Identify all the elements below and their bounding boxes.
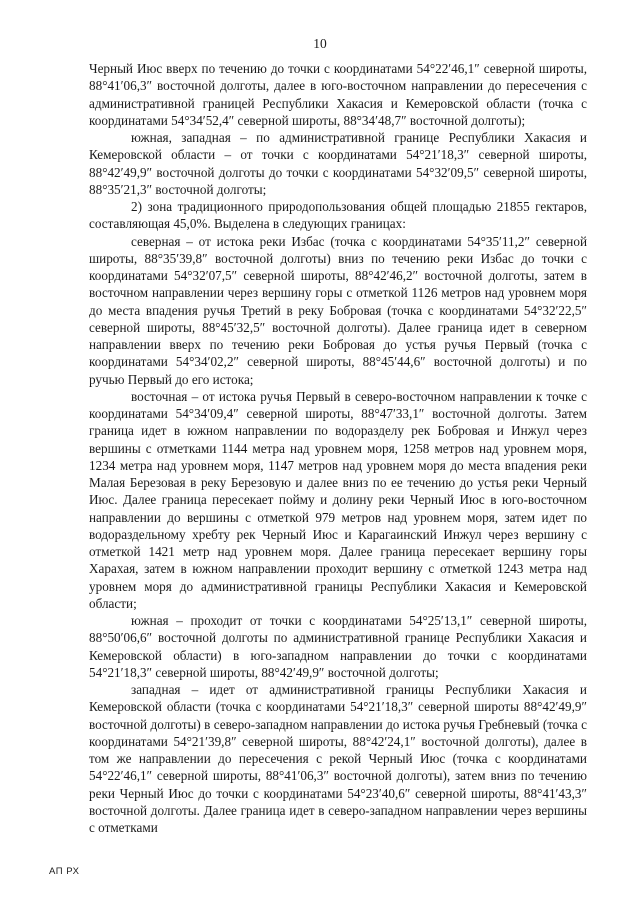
- paragraph-east-boundary: восточная – от истока ручья Первый в северо-восточном направлении к точке с координатами 54°34′09,4″ северной широты, 88°47′33,1″ восточной долготы. Затем граница идет в южном направлении по водоразделу рек Бобровая и Инжул через вершины с отметками 1144 метра над уровнем моря, 1258 метров над уровнем моря, 1234 метра над уровнем моря, 1147 метров над уровнем моря до места впадения реки Малая Березовая в реку Березовую и далее вниз по ее течению до устья реки Черный Июс. Далее граница пересекает пойму и долину реки Черный Июс в юго-восточном направлении до вершины с отметкой 979 метров над уровнем моря, затем идет по водораздельному хребту рек Черный Июс и Карагаинский Инжул через вершину с отметкой 1421 метр над уровнем моря. Далее граница пересекает вершину горы Харахая, затем в южном направлении проходит вершину с отметкой 1243 метра над уровнем моря до административной границы Республики Хакасия и Кемеровской области;: [89, 388, 587, 611]
- paragraph-south-boundary: южная – проходит от точки с координатами 54°25′13,1″ северной широты, 88°50′06,6″ восточной долготы по административной границе Республики Хакасия и Кемеровской области) в юго-западном направлении до точки с координатами 54°21′18,3″ северной широты, 88°42′49,9″ восточной долготы;: [89, 613, 587, 680]
- footer-mark: АП РХ: [49, 866, 80, 877]
- paragraph-north-boundary: северная – от истока реки Избас (точка с координатами 54°35′11,2″ северной широты, 88°35′39,8″ восточной долготы) вниз по течению реки Избас до точки с координатами 54°32′07,5″ северной широты, 88°42′46,2″ восточной долготы, затем в восточном направлении через вершину горы с отметкой 1126 метров над уровнем моря до места впадения ручья Третий в реку Бобровая (точка с координатами 54°32′22,5″ северной широты, 88°45′32,5″ восточной долготы). Далее граница идет в северном направлении вверх по течению реки Бобровая до устья ручья Первый (точка с координатами 54°34′02,2″ северной широты, 88°45′44,6″ восточной долготы) и по ручью Первый до его истока;: [89, 233, 587, 387]
- page-number: 10: [313, 36, 327, 51]
- paragraph-west-boundary: западная – идет от административной границы Республики Хакасия и Кемеровской области (точка с координатами 54°21′18,3″ северной широты 88°42′49,9″ восточной долготы) в северо-западном направлении до истока ручья Гребневый (точка с координатами 54°21′39,8″ северной широты, 88°42′24,1″ восточной долготы), далее в том же направлении до пересечения с рекой Черный Июс (точка с координатами 54°22′46,1″ северной широты, 88°41′06,3″ восточной долготы), затем вниз по течению реки Черный Июс до точки с координатами 54°23′40,6″ северной широты, 88°41′43,3″ восточной долготы. Далее граница идет в северо-западном направлении через вершины с отметками: [89, 682, 587, 835]
- document-body: [89, 60, 587, 836]
- paragraph-zone-2-heading: 2) зона традиционного природопользования общей площадью 21855 гектаров, составляющая 45,0%. Выделена в следующих границах:: [89, 199, 587, 232]
- paragraph-continuation: Черный Июс вверх по течению до точки с координатами 54°22′46,1″ северной широты, 88°41′06,3″ восточной долготы, далее в юго-восточном направлении до пересечения с административной границей Республики Хакасия и Кемеровской области (точка с координатами 54°34′52,4″ северной широты, 88°34′48,7″ восточной долготы);: [89, 61, 587, 128]
- paragraph-south-west-boundary: южная, западная – по административной границе Республики Хакасия и Кемеровской области – от точки с координатами 54°21′18,3″ северной широты, 88°42′49,9″ восточной долготы до точки с координатами 54°32′09,5″ северной широты, 88°35′21,3″ восточной долготы;: [89, 130, 587, 197]
